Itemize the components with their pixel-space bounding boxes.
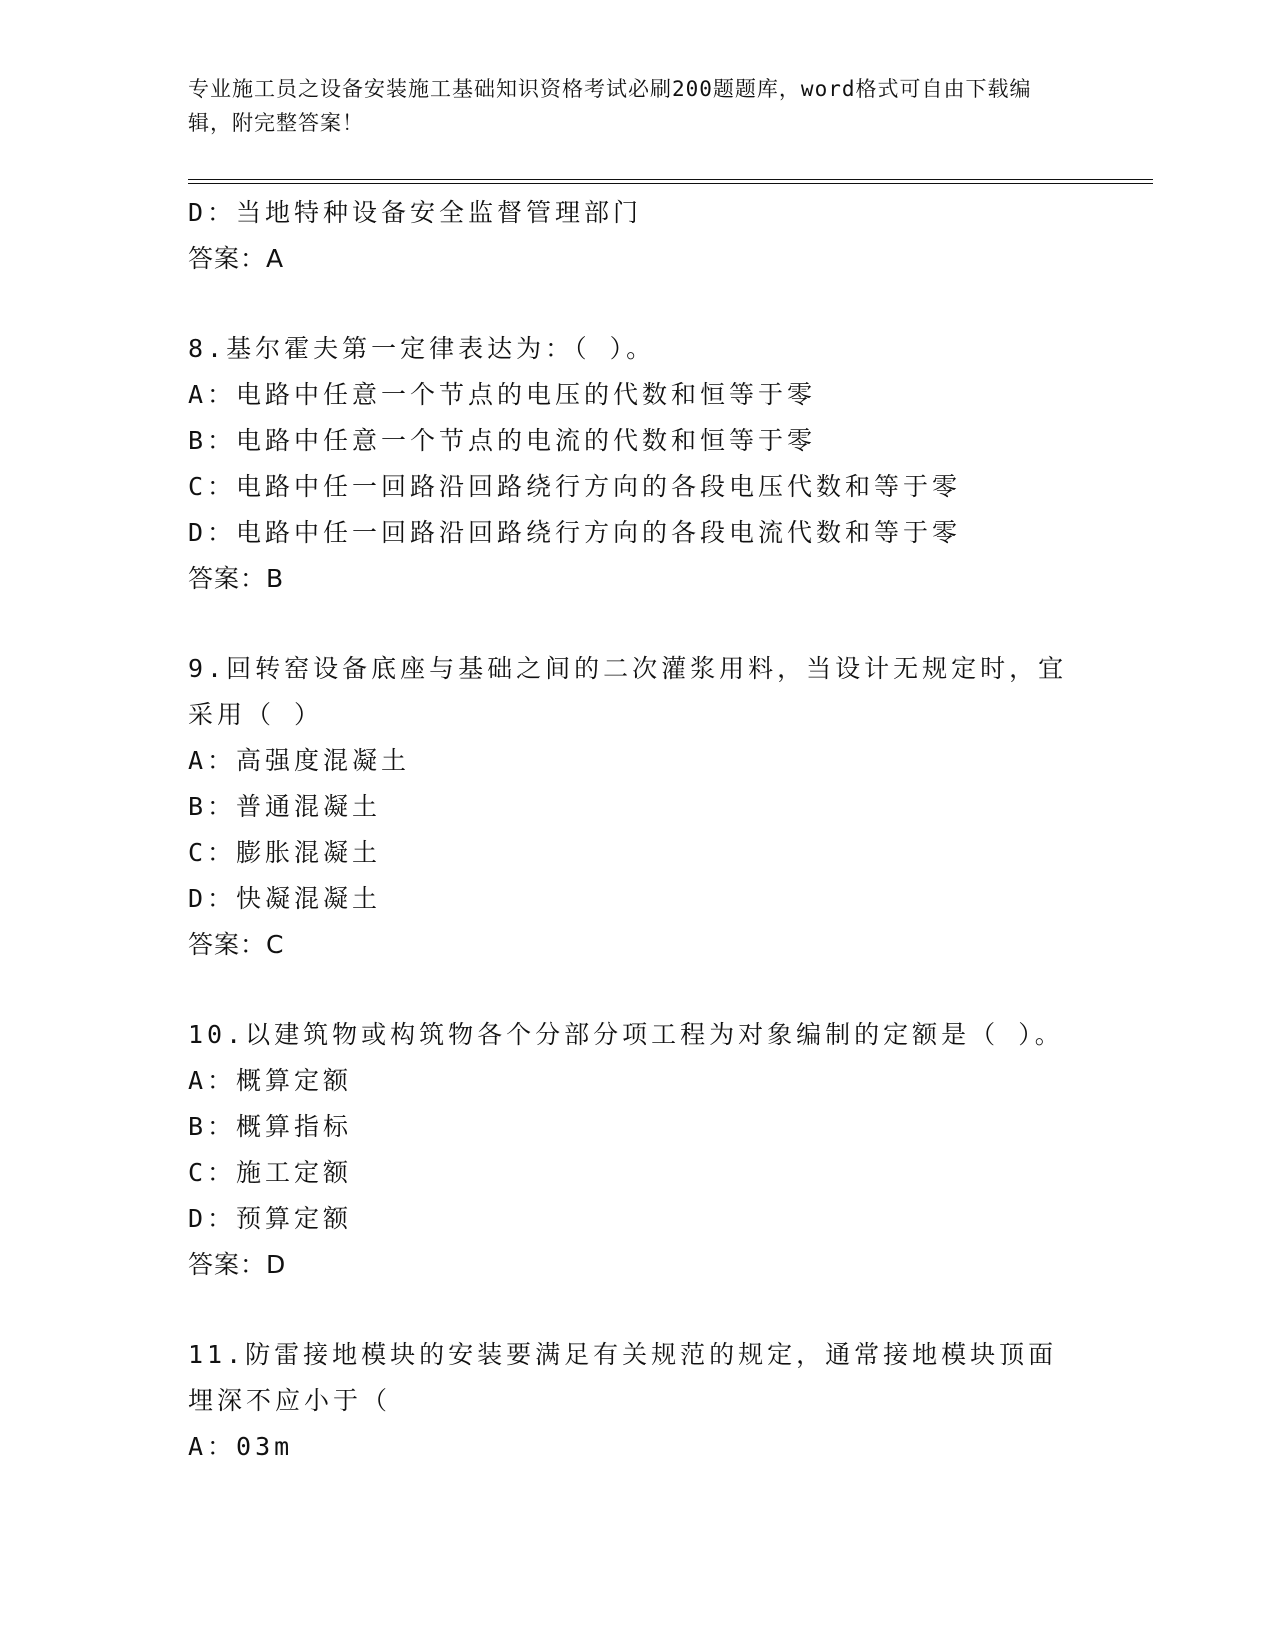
option-d: D：预算定额 <box>188 1204 353 1233</box>
option-d: D：电路中任一回路沿回路绕行方向的各段电流代数和等于零 <box>188 518 962 547</box>
question-title: 11.防雷接地模块的安装要满足有关规范的规定，通常接地模块顶面埋深不应小于（ <box>188 1340 1058 1415</box>
question-9 <box>188 646 1088 968</box>
prev-question-answer: 答案：A <box>188 244 285 273</box>
option-b: B：概算指标 <box>188 1112 353 1141</box>
header-divider-top <box>188 179 1153 180</box>
question-content <box>188 190 1088 1470</box>
spacer <box>188 282 1088 326</box>
answer: 答案：C <box>188 930 285 959</box>
question-8 <box>188 326 1088 602</box>
answer: 答案：B <box>188 564 285 593</box>
option-c: C：电路中任一回路沿回路绕行方向的各段电压代数和等于零 <box>188 472 962 501</box>
question-title: 9.回转窑设备底座与基础之间的二次灌浆用料，当设计无规定时，宜采用（ ） <box>188 654 1068 729</box>
question-title: 10.以建筑物或构筑物各个分部分项工程为对象编制的定额是（ ）。 <box>188 1020 1064 1049</box>
option-a: A：03m <box>188 1432 294 1461</box>
question-10 <box>188 1012 1088 1288</box>
option-b: B：电路中任意一个节点的电流的代数和恒等于零 <box>188 426 817 455</box>
document-header: 专业施工员之设备安装施工基础知识资格考试必刷200题题库，word格式可自由下载编辑，附完整答案！ <box>188 77 1032 135</box>
option-c: C：施工定额 <box>188 1158 353 1187</box>
option-d: D：快凝混凝土 <box>188 884 382 913</box>
spacer <box>188 1288 1088 1332</box>
option-b: B：普通混凝土 <box>188 792 382 821</box>
answer: 答案：D <box>188 1250 287 1279</box>
spacer <box>188 968 1088 1012</box>
prev-question-option-d: D：当地特种设备安全监督管理部门 <box>188 198 643 227</box>
spacer <box>188 602 1088 646</box>
option-c: C：膨胀混凝土 <box>188 838 382 867</box>
question-title: 8.基尔霍夫第一定律表达为：（ ）。 <box>188 334 656 363</box>
option-a: A：电路中任意一个节点的电压的代数和恒等于零 <box>188 380 817 409</box>
question-11 <box>188 1332 1088 1470</box>
header-divider-bottom <box>188 183 1153 184</box>
option-a: A：概算定额 <box>188 1066 353 1095</box>
option-a: A：高强度混凝土 <box>188 746 411 775</box>
